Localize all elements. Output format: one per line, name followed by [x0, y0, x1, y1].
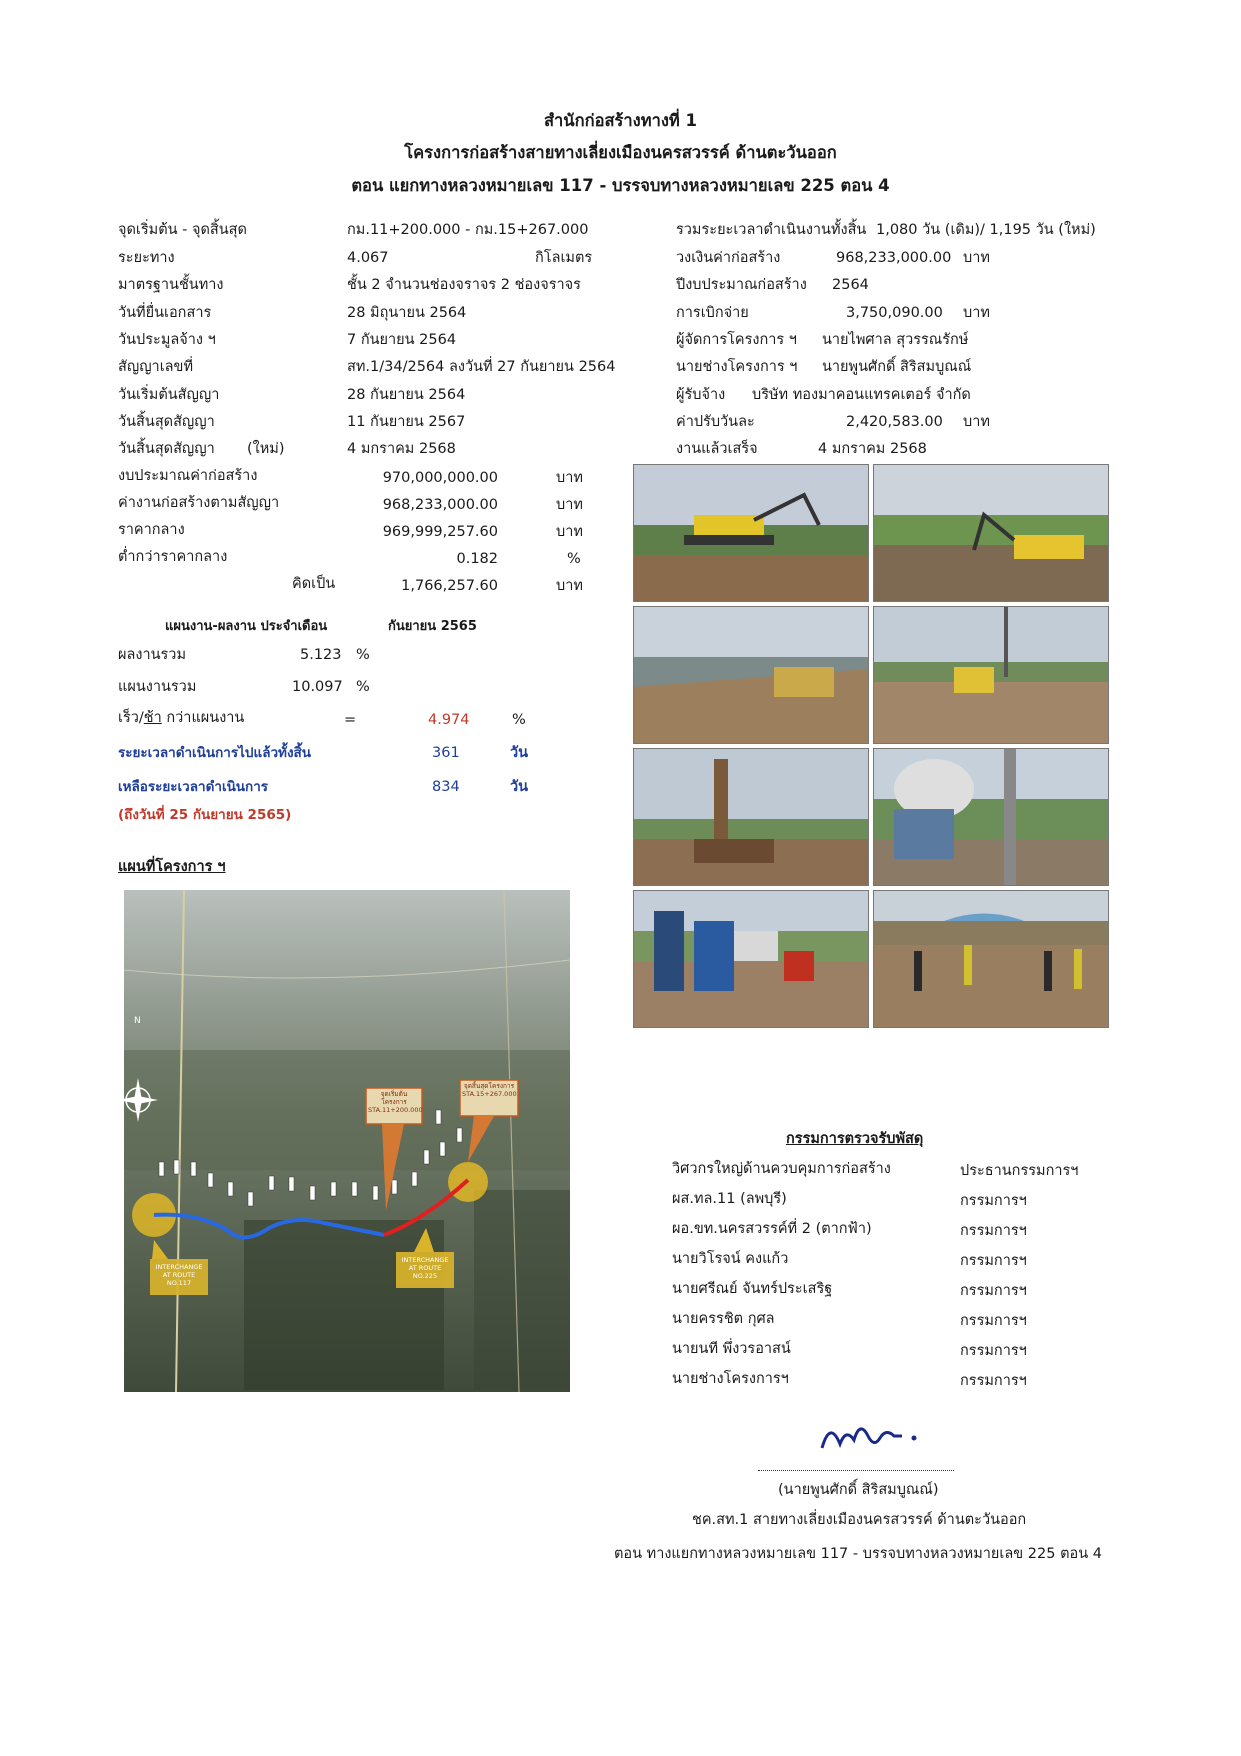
info-label: ผู้รับจ้าง [676, 387, 726, 403]
end-callout: จุดสิ้นสุดโครงการ STA.15+267.000 [462, 1082, 517, 1098]
budget-unit: บาท [556, 578, 583, 594]
info-label: สัญญาเลขที่ [118, 359, 194, 375]
result-label: ผลงานรวม [118, 647, 187, 663]
plan-label: แผนงานรวม [118, 679, 197, 695]
info-value: 28 มิถุนายน 2564 [347, 305, 467, 321]
committee-member: วิศวกรใหญ่ด้านควบคุมการก่อสร้าง [672, 1161, 891, 1177]
photo-roller-road [873, 606, 1109, 744]
info-label: มาตรฐานชั้นทาง [118, 277, 224, 293]
info-unit: บาท [963, 250, 990, 266]
info-unit: กิโลเมตร [535, 250, 593, 266]
info-unit: บาท [963, 305, 990, 321]
info-value: 4 มกราคม 2568 [818, 441, 927, 457]
diff-unit: % [512, 712, 526, 728]
committee-role: กรรมการฯ [960, 1253, 1027, 1269]
handwritten-signature [810, 1400, 930, 1460]
info-label: วันเริ่มต้นสัญญา [118, 387, 220, 403]
office-title: สำนักก่อสร้างทางที่ 1 [543, 111, 698, 130]
info-label-extra: (ใหม่) [247, 441, 285, 457]
info-value: 1,080 วัน (เดิม)/ 1,195 วัน (ใหม่) [876, 222, 1096, 238]
committee-role: ประธานกรรมการฯ [960, 1163, 1079, 1179]
info-value: 968,233,000.00 [836, 250, 952, 266]
diff-value: 4.974 [428, 712, 470, 728]
elapsed-unit: วัน [510, 745, 529, 761]
signer-position: ชค.สท.1 สายทางเลี่ยงเมืองนครสวรรค์ ด้านตะวันออก [692, 1512, 1027, 1528]
interchange-225-callout: INTERCHANGE AT ROUTE NO.225 [401, 1256, 449, 1280]
info-value: นายไพศาล สุวรรณรักษ์ [822, 332, 969, 348]
plan-value: 10.097 [292, 679, 343, 695]
info-label: ค่าปรับวันละ [676, 414, 755, 430]
committee-role: กรรมการฯ [960, 1223, 1027, 1239]
committee-member: ผอ.ขท.นครสวรรค์ที่ 2 (ตากฟ้า) [672, 1221, 872, 1237]
info-label: วันประมูลจ้าง ฯ [118, 332, 216, 348]
info-label: งานแล้วเสร็จ [676, 441, 758, 457]
diff-label-slow: ช้า [143, 710, 162, 726]
photo-concrete-pour [873, 748, 1109, 886]
budget-unit: บาท [556, 470, 583, 486]
committee-role: กรรมการฯ [960, 1313, 1027, 1329]
info-label: ปีงบประมาณก่อสร้าง [676, 277, 807, 293]
budget-value: 1,766,257.60 [401, 578, 498, 594]
budget-label: งบประมาณค่าก่อสร้าง [118, 468, 258, 484]
info-label: วันสิ้นสุดสัญญา [118, 414, 215, 430]
committee-role: กรรมการฯ [960, 1343, 1027, 1359]
remaining-value: 834 [432, 779, 460, 795]
result-value: 5.123 [300, 647, 342, 663]
project-map [124, 890, 570, 1392]
section-title: ตอน แยกทางหลวงหมายเลข 117 - บรรจบทางหลวงหมายเลข 225 ตอน 4 [351, 176, 890, 195]
committee-member: นายศรีณย์ จันทร์ประเสริฐ [672, 1281, 833, 1297]
diff-equals: = [344, 712, 357, 728]
committee-heading: กรรมการตรวจรับพัสดุ [786, 1131, 924, 1147]
committee-member: นายช่างโครงการฯ [672, 1371, 789, 1387]
info-value: 2,420,583.00 [846, 414, 943, 430]
info-label: วงเงินค่าก่อสร้าง [676, 250, 781, 266]
map-heading: แผนที่โครงการ ฯ [118, 859, 226, 875]
info-value: ชั้น 2 จำนวนช่องจราจร 2 ช่องจราจร [347, 277, 581, 293]
info-value: นายพูนศักดิ์ สิริสมบูณณ์ [822, 359, 972, 375]
info-value: 7 กันยายน 2564 [347, 332, 457, 348]
info-value: 2564 [832, 277, 869, 293]
remaining-unit: วัน [510, 779, 529, 795]
north-label: N [134, 1016, 141, 1026]
info-value: กม.11+200.000 - กม.15+267.000 [347, 222, 589, 238]
committee-role: กรรมการฯ [960, 1373, 1027, 1389]
diff-label-suffix: กว่าแผนงาน [161, 710, 245, 726]
diff-label-fast: เร็ว/ [118, 710, 144, 726]
result-unit: % [356, 647, 370, 663]
as-of-date: (ถึงวันที่ 25 กันยายน 2565) [118, 807, 292, 823]
budget-unit: บาท [556, 524, 583, 540]
elapsed-label: ระยะเวลาดำเนินการไปแล้วทั้งสิ้น [118, 745, 312, 761]
plan-unit: % [356, 679, 370, 695]
info-label: วันที่ยื่นเอกสาร [118, 305, 212, 321]
info-label: วันสิ้นสุดสัญญา [118, 441, 215, 457]
remaining-label: เหลือระยะเวลาดำเนินการ [118, 779, 269, 795]
committee-member: ผส.ทล.11 (ลพบุรี) [672, 1191, 787, 1207]
signature-line [758, 1470, 954, 1471]
info-value: 4 มกราคม 2568 [347, 441, 456, 457]
info-value: 3,750,090.00 [846, 305, 943, 321]
info-label: ผู้จัดการโครงการ ฯ [676, 332, 797, 348]
photo-excavator-field [873, 464, 1109, 602]
budget-value: 968,233,000.00 [382, 497, 498, 513]
photo-drilling-rig [633, 748, 869, 886]
photo-grader-road [633, 606, 869, 744]
signer-section: ตอน ทางแยกทางหลวงหมายเลข 117 - บรรจบทางหลวงหมายเลข 225 ตอน 4 [614, 1546, 1102, 1562]
committee-role: กรรมการฯ [960, 1193, 1027, 1209]
budget-label: ต่ำกว่าราคากลาง [118, 549, 228, 565]
info-label: การเบิกจ่าย [676, 305, 749, 321]
budget-value: 969,999,257.60 [382, 524, 498, 540]
photo-site-workers [873, 890, 1109, 1028]
committee-member: นายครรชิต กุศล [672, 1311, 775, 1327]
info-value: บริษัท ทองมาคอนแทรคเตอร์ จำกัด [752, 387, 971, 403]
diff-label [118, 709, 244, 727]
committee-member: นายนที พึ่งวรอาสน์ [672, 1341, 791, 1357]
info-value: 4.067 [347, 250, 389, 266]
progress-heading: แผนงาน-ผลงาน ประจำเดือน [165, 619, 328, 634]
project-title: โครงการก่อสร้างสายทางเลี่ยงเมืองนครสวรรค์ ด้านตะวันออก [404, 143, 837, 162]
committee-member: นายวิโรจน์ คงแก้ว [672, 1251, 789, 1267]
photo-field-testing [633, 890, 869, 1028]
committee-role: กรรมการฯ [960, 1283, 1027, 1299]
budget-value: 0.182 [456, 551, 498, 567]
start-callout: จุดเริ่มต้นโครงการ STA.11+200.000 [368, 1090, 423, 1114]
info-value: 11 กันยายน 2567 [347, 414, 466, 430]
budget-unit: % [567, 551, 581, 567]
progress-month: กันยายน 2565 [388, 619, 477, 634]
elapsed-value: 361 [432, 745, 460, 761]
info-label: นายช่างโครงการ ฯ [676, 359, 798, 375]
info-label: ระยะทาง [118, 250, 175, 266]
budget-value: 970,000,000.00 [382, 470, 498, 486]
signer-name: (นายพูนศักดิ์ สิริสมบูณณ์) [778, 1482, 939, 1498]
budget-label: คิดเป็น [292, 576, 336, 592]
interchange-117-callout: INTERCHANGE AT ROUTE NO.117 [155, 1263, 203, 1287]
info-label: จุดเริ่มต้น - จุดสิ้นสุด [118, 222, 247, 238]
info-label: รวมระยะเวลาดำเนินงานทั้งสิ้น [676, 222, 867, 238]
info-unit: บาท [963, 414, 990, 430]
photo-excavator-road [633, 464, 869, 602]
budget-label: ราคากลาง [118, 522, 185, 538]
budget-label: ค่างานก่อสร้างตามสัญญา [118, 495, 280, 511]
info-value: 28 กันยายน 2564 [347, 387, 466, 403]
budget-unit: บาท [556, 497, 583, 513]
info-value: สท.1/34/2564 ลงวันที่ 27 กันยายน 2564 [347, 359, 616, 375]
